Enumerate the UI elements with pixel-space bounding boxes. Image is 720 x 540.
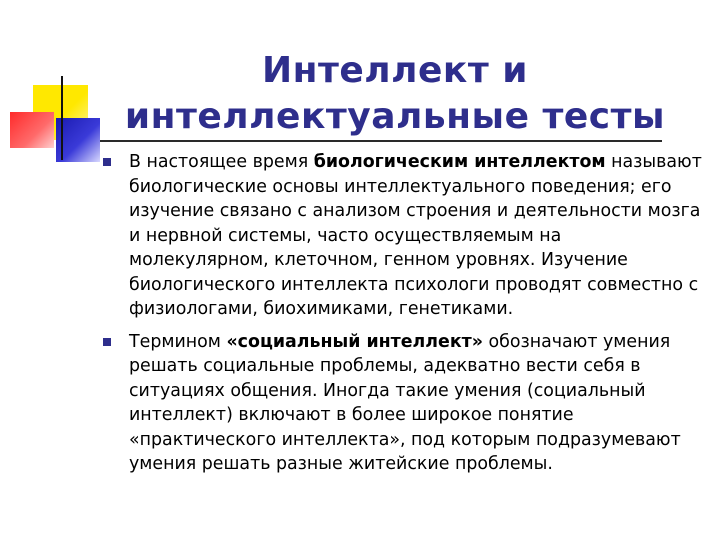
vertical-line: [61, 76, 63, 160]
square-bullet-icon: [103, 338, 111, 346]
bullet-item-social: [103, 330, 703, 477]
bullet-item-biological: [103, 150, 703, 322]
square-bullet-icon: [103, 158, 111, 166]
bullet-text-after: обозначают умения решать социальные проблемы, адекватно вести себя в ситуациях общения. Иногда такие умения (социальный интеллект) включают в более широкое понятие «практического интеллекта», под которым подразумевают умения решать разные житейские проблемы.: [129, 331, 681, 474]
title-underline: [100, 140, 662, 142]
bullet-text-before: В настоящее время: [129, 152, 314, 172]
bullet-emphasis: «социальный интеллект»: [226, 331, 483, 352]
slide-title: Интеллект и интеллектуальные тесты: [124, 50, 666, 137]
red-square: [10, 112, 54, 148]
bullet-emphasis: биологическим интеллектом: [313, 152, 606, 172]
bullet-text-after: называют биологические основы интеллектуального поведения; его изучение связано с анализом строения и деятельности мозга и нервной системы, часто осуществляемым на молекулярном, клеточном, генном уровнях. Изучение биологического интеллекта психологи проводят совместно с физиологами, биохимиками, генетиками.: [129, 152, 702, 319]
bullet-text-before: Термином: [129, 331, 227, 352]
bullet-list: [103, 150, 703, 485]
